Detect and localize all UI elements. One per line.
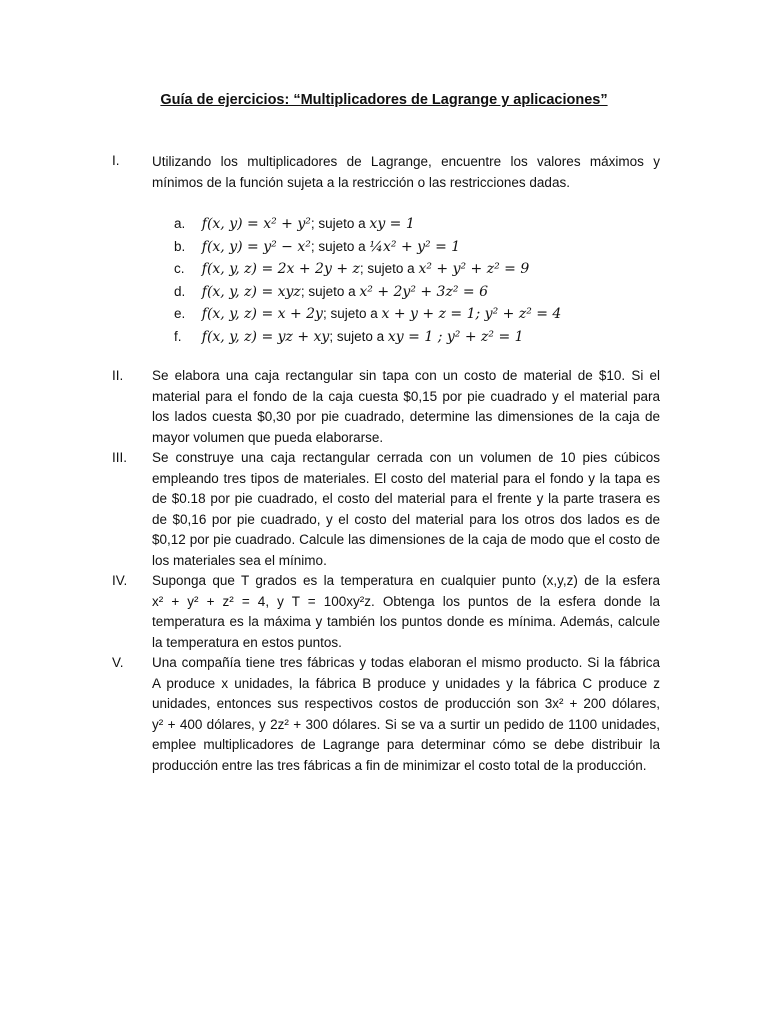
section-iv-text (152, 571, 660, 653)
sujeto-label: ; sujeto a (310, 216, 370, 231)
constraint-expression: ¼x² + y² = 1 (369, 238, 461, 255)
text-line: de $0,16 por pie cuadrado, y el costo del material para los otros dos lados es de (152, 511, 660, 527)
sujeto-label: ; sujeto a (359, 261, 419, 276)
constraint-expression: xy = 1 (369, 216, 415, 232)
text-line: empleando tres tipos de materiales. El costo del material para el fondo y la tapa es (152, 470, 660, 486)
item-letter: a. (174, 216, 186, 231)
constraint-expression: x + y + z = 1; y² + z² = 4 (381, 306, 562, 322)
exercise-item-f (174, 326, 561, 349)
section-iv-numeral: IV. (112, 573, 128, 588)
text-line: Se construye una caja rectangular cerrada con un volumen de 10 pies cúbicos (152, 450, 660, 465)
text-line: Una compañía tiene tres fábricas y todas elaboran el mismo producto. Si la fábrica (152, 655, 660, 670)
sujeto-label: ; sujeto a (300, 283, 360, 299)
text-line: mayor volumen que pueda elaborarse. (152, 429, 384, 445)
section-iii-text (152, 448, 660, 571)
text-line: de $0.18 por pie cuadrado, el costo del material para el frente y la parte trasera es (152, 491, 660, 506)
function-expression: f(x, y, z) = yz + xy (201, 328, 330, 345)
section-v-text (152, 653, 660, 776)
sujeto-label: ; sujeto a (310, 238, 370, 254)
text-line: material para el fondo de la caja cuesta $0,15 por pie cuadrado y el material para (152, 388, 660, 404)
section-i-text (152, 152, 660, 193)
text-line: la temperatura en estos puntos. (152, 634, 342, 650)
text-line: producción entre las tres fábricas a fin de minimizar el costo total de la producción. (152, 757, 647, 773)
sujeto-label: ; sujeto a (329, 328, 388, 344)
item-letter: d. (174, 283, 186, 299)
function-expression: f(x, y, z) = x + 2y (201, 306, 323, 322)
section-ii-text (152, 366, 660, 448)
item-letter: f. (174, 328, 182, 344)
exercise-item-a (174, 213, 561, 236)
text-line: y² + 400 dólares, y 2z² + 300 dólares. Si se va a surtir un pedido de 1100 unidades, (152, 716, 660, 732)
section-ii-numeral: II. (112, 368, 124, 383)
page-title: Guía de ejercicios: “Multiplicadores de Lagrange y aplicaciones” (160, 92, 608, 108)
text-line: Suponga que T grados es la temperatura en cualquier punto (x,y,z) de la esfera (152, 573, 660, 588)
constraint-expression: x² + y² + z² = 9 (418, 261, 530, 277)
sujeto-label: ; sujeto a (322, 306, 382, 321)
item-letter: e. (174, 306, 186, 321)
exercise-item-e (174, 303, 561, 326)
function-expression: f(x, y) = x² + y² (201, 216, 311, 232)
constraint-expression: x² + 2y² + 3z² = 6 (359, 283, 488, 300)
section-i-numeral: I. (112, 153, 120, 168)
text-line: x² + y² + z² = 4, y T = 100xy²z. Obtenga los puntos de la esfera donde la (152, 593, 660, 609)
text-line: A produce x unidades, la fábrica B produce y unidades y la fábrica C produce z (152, 675, 660, 691)
exercise-item-c (174, 258, 561, 281)
text-line: $0,12 por pie cuadrado. Calcule las dimensiones de la caja de modo que el costo de (152, 532, 660, 547)
exercise-item-b (174, 236, 561, 259)
exercise-item-d (174, 281, 561, 304)
text-line: los lados cuesta $0,30 por pie cuadrado, determine las dimensiones de la caja de (152, 409, 660, 424)
constraint-expression: xy = 1 ; y² + z² = 1 (387, 328, 524, 345)
function-expression: f(x, y) = y² − x² (201, 238, 311, 255)
text-line: Utilizando los multiplicadores de Lagrange, encuentre los valores máximos y (152, 154, 660, 169)
text-line: temperatura es la máxima y también los puntos donde es mínima. Además, calcule (152, 614, 660, 629)
text-line: Se elabora una caja rectangular sin tapa con un costo de material de $10. Si el (152, 368, 660, 383)
function-expression: f(x, y, z) = 2x + 2y + z (201, 261, 360, 277)
exercise-list (174, 213, 561, 348)
section-iii-numeral: III. (112, 450, 128, 465)
item-letter: c. (174, 261, 185, 276)
text-line: unidades, entonces sus respectivos costos de producción son 3x² + 200 dólares, (152, 696, 660, 711)
section-v-numeral: V. (112, 655, 124, 670)
text-line: emplee multiplicadores de Lagrange para determinar cómo se debe distribuir la (152, 737, 660, 752)
item-letter: b. (174, 238, 186, 254)
text-line: mínimos de la función sujeta a la restricción o las restricciones dadas. (152, 174, 570, 190)
function-expression: f(x, y, z) = xyz (201, 283, 301, 300)
text-line: los materiales sea el mínimo. (152, 552, 327, 568)
